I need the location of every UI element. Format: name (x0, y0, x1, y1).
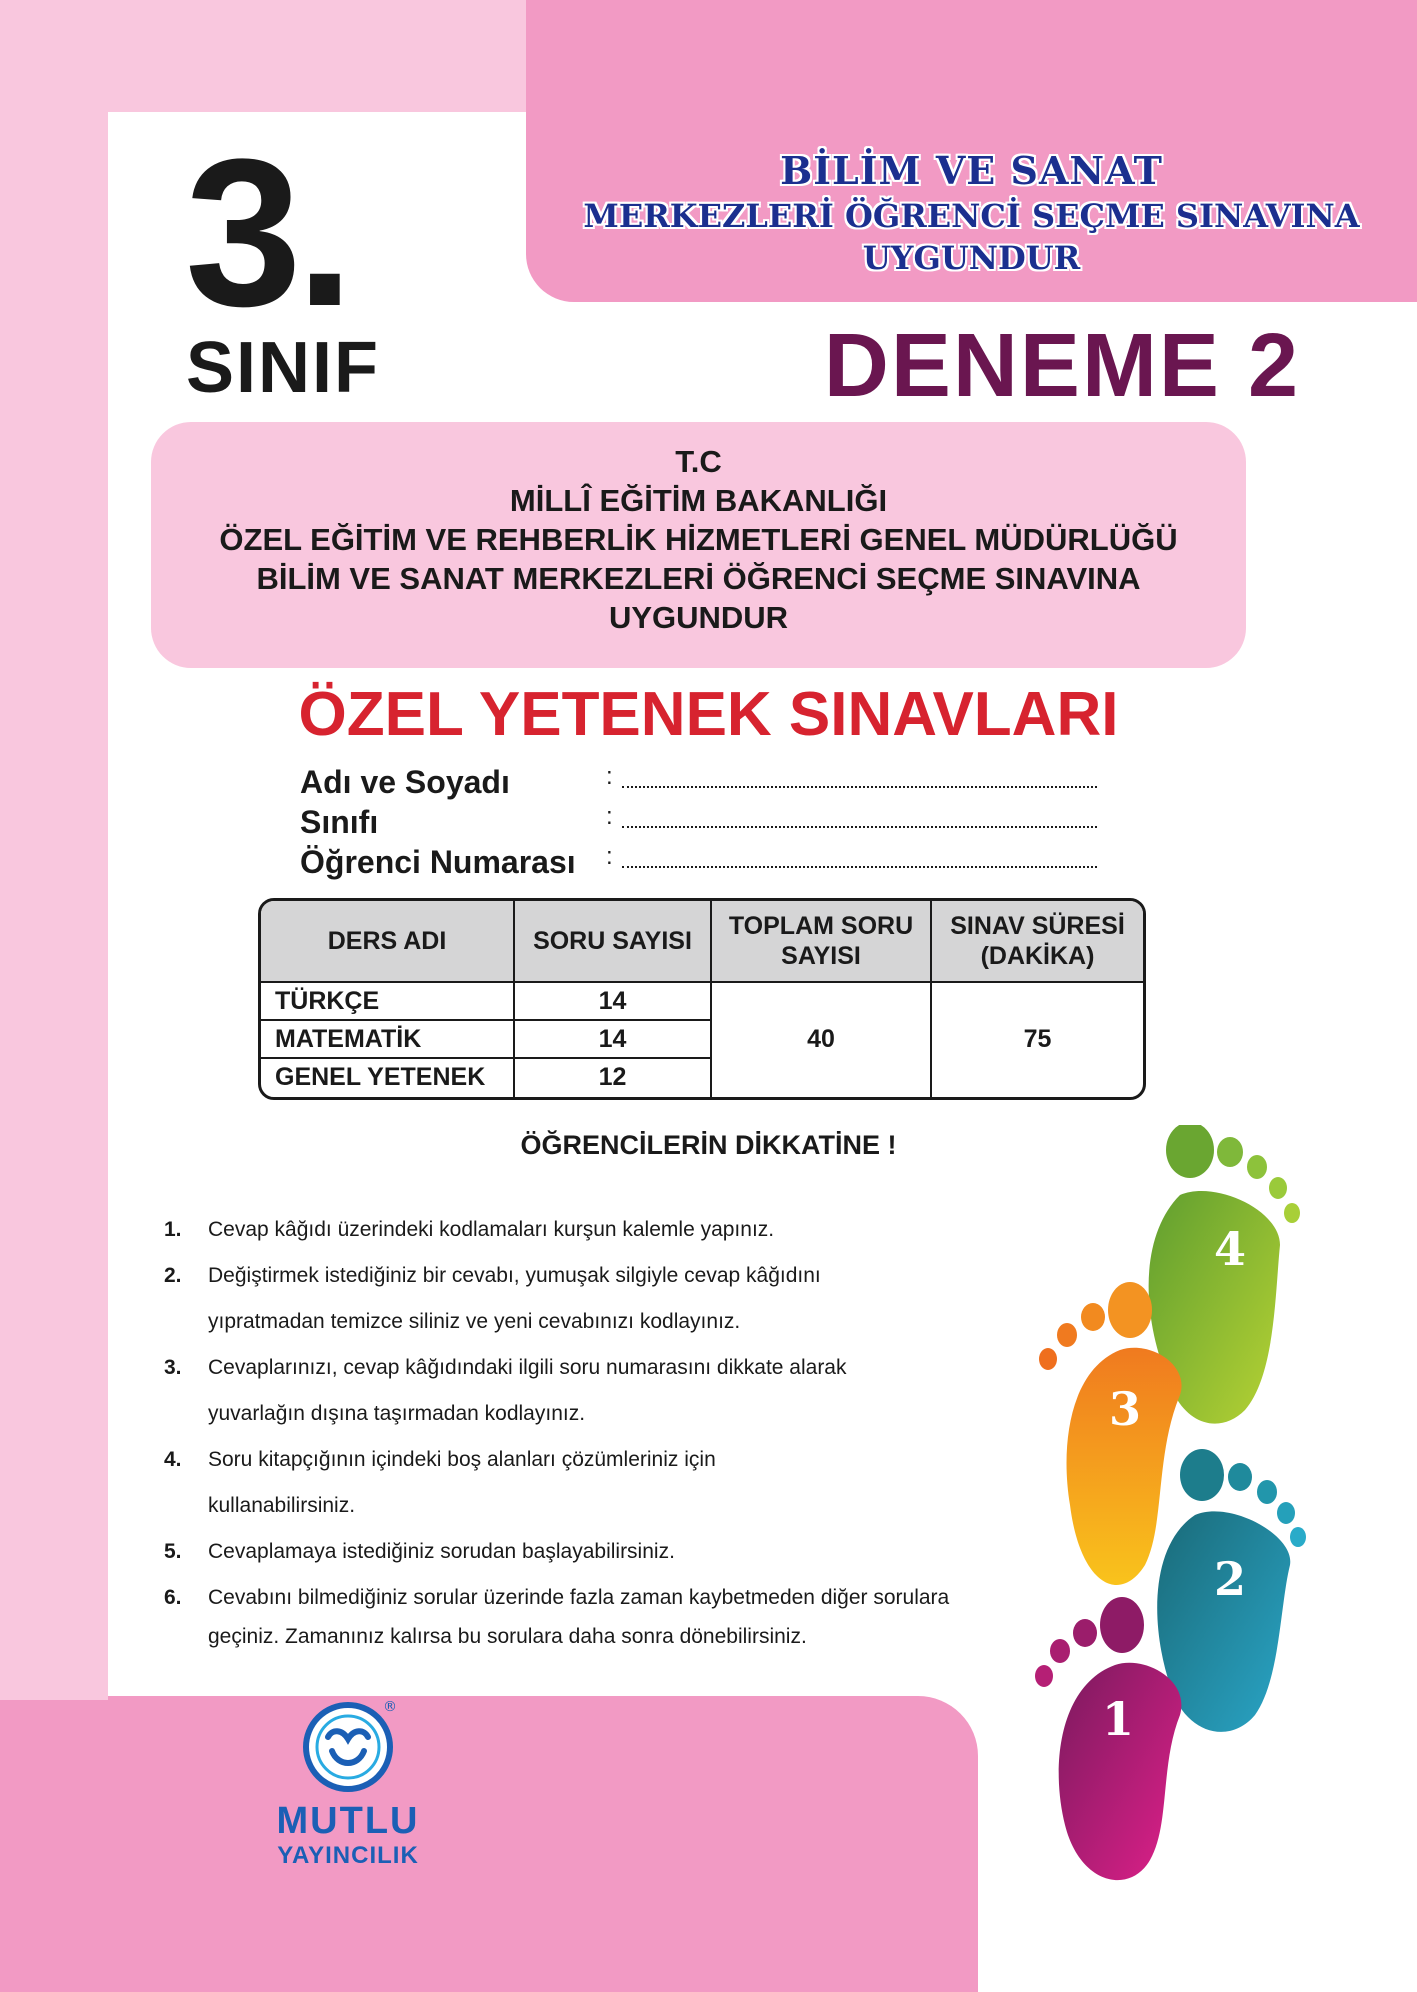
left-pink-band (0, 0, 108, 1992)
ministry-line: UYGUNDUR (608, 600, 789, 635)
publisher-name: MUTLU (276, 1800, 420, 1842)
total-questions: 40 (807, 1025, 835, 1053)
row-subject: TÜRKÇE (275, 987, 380, 1015)
section-title: ÖZEL YETENEK SINAVLARI (298, 680, 1119, 749)
exam-title: DENEME 2 (823, 316, 1300, 416)
ministry-box (151, 422, 1246, 668)
footprints-illustration (1030, 1125, 1330, 1895)
instruction-number: 6. (164, 1586, 182, 1609)
header-subject: DERS ADI (327, 927, 447, 955)
publisher-logo-icon (298, 1695, 398, 1795)
bottom-pink-box (108, 1696, 978, 1992)
instruction-number: 1. (164, 1218, 182, 1241)
row-subject: GENEL YETENEK (275, 1063, 486, 1091)
instruction-number: 2. (164, 1264, 182, 1287)
exam-table (258, 898, 1146, 1100)
grade-word: SINIF (186, 328, 381, 408)
top-pink-strip (0, 0, 530, 112)
grade-number: 3. (185, 115, 349, 350)
instruction-number: 5. (164, 1540, 182, 1563)
exam-duration: 75 (1023, 1025, 1052, 1053)
publisher-subtitle: YAYINCILIK (277, 1842, 419, 1869)
field-colon: : (606, 763, 613, 790)
footprint-icon (1157, 1449, 1306, 1732)
registered-mark: ® (383, 1699, 397, 1715)
footprint-label: 4 (1213, 1222, 1247, 1276)
header-question-count: SORU SAYISI (533, 927, 692, 955)
instruction-text: Cevaplarınızı, cevap kâğıdındaki ilgili soru numarasını dikkate alarak (208, 1356, 847, 1379)
row-question-count: 14 (598, 987, 627, 1015)
field-label-name: Adı ve Soyadı (300, 764, 510, 800)
ministry-line: BİLİM VE SANAT MERKEZLERİ ÖĞRENCİ SEÇME SINAVINA (256, 561, 1141, 596)
header-total-questions: TOPLAM SORU SAYISI (728, 912, 914, 970)
name-fill-line[interactable] (622, 776, 1097, 788)
instruction-text: Cevap kâğıdı üzerindeki kodlamaları kurşun kalemle yapınız. (208, 1218, 775, 1241)
instruction-text: kullanabilirsiniz. (208, 1494, 356, 1517)
ministry-line: ÖZEL EĞİTİM VE REHBERLİK HİZMETLERİ GENEL MÜDÜRLÜĞÜ (219, 522, 1178, 557)
header-duration: SINAV SÜRESİ (DAKİKA) (950, 912, 1125, 970)
instruction-text: Değiştirmek istediğiniz bir cevabı, yumuşak silgiyle cevap kâğıdını (208, 1264, 821, 1287)
footprint-label: 2 (1213, 1552, 1247, 1606)
student-number-fill-line[interactable] (622, 856, 1097, 868)
field-label-student-number: Öğrenci Numarası (300, 844, 576, 880)
bottom-left-band (0, 1700, 108, 1992)
instruction-text: yıpratmadan temizce siliniz ve yeni cevabınızı kodlayınız. (208, 1310, 741, 1333)
row-subject: MATEMATİK (275, 1025, 422, 1053)
table-divider (930, 901, 932, 1097)
row-question-count: 12 (598, 1063, 627, 1091)
instruction-text: Cevaplamaya istediğiniz sorudan başlayabilirsiniz. (208, 1540, 675, 1563)
footprint-label: 3 (1108, 1382, 1142, 1436)
footprint-label: 1 (1101, 1692, 1135, 1746)
instructions-title: ÖĞRENCİLERİN DİKKATİNE ! (520, 1130, 897, 1160)
ministry-line: T.C (675, 444, 722, 479)
banner-line-2: MERKEZLERİ ÖĞRENCİ SEÇME SINAVINA (583, 197, 1360, 235)
table-divider (710, 901, 712, 1097)
instruction-number: 3. (164, 1356, 182, 1379)
field-colon: : (606, 843, 613, 870)
class-fill-line[interactable] (622, 816, 1097, 828)
instruction-number: 4. (164, 1448, 182, 1471)
field-colon: : (606, 803, 613, 830)
instruction-text: yuvarlağın dışına taşırmadan kodlayınız. (208, 1402, 586, 1425)
field-label-class: Sınıfı (300, 804, 379, 840)
instruction-text: Soru kitapçığının içindeki boş alanları çözümleriniz için (208, 1448, 716, 1471)
instruction-text: Cevabını bilmediğiniz sorular üzerinde fazla zaman kaybetmeden diğer sorulara (208, 1586, 950, 1609)
row-question-count: 14 (598, 1025, 627, 1053)
ministry-line: MİLLÎ EĞİTİM BAKANLIĞI (509, 483, 888, 518)
banner-line-3: UYGUNDUR (862, 239, 1081, 277)
publisher-logo (262, 1695, 434, 1870)
bilsem-banner (526, 148, 1417, 278)
banner-line-1: BİLİM VE SANAT (780, 148, 1163, 193)
instruction-text: geçiniz. Zamanınız kalırsa bu sorulara daha sonra dönebilirsiniz. (208, 1625, 807, 1648)
